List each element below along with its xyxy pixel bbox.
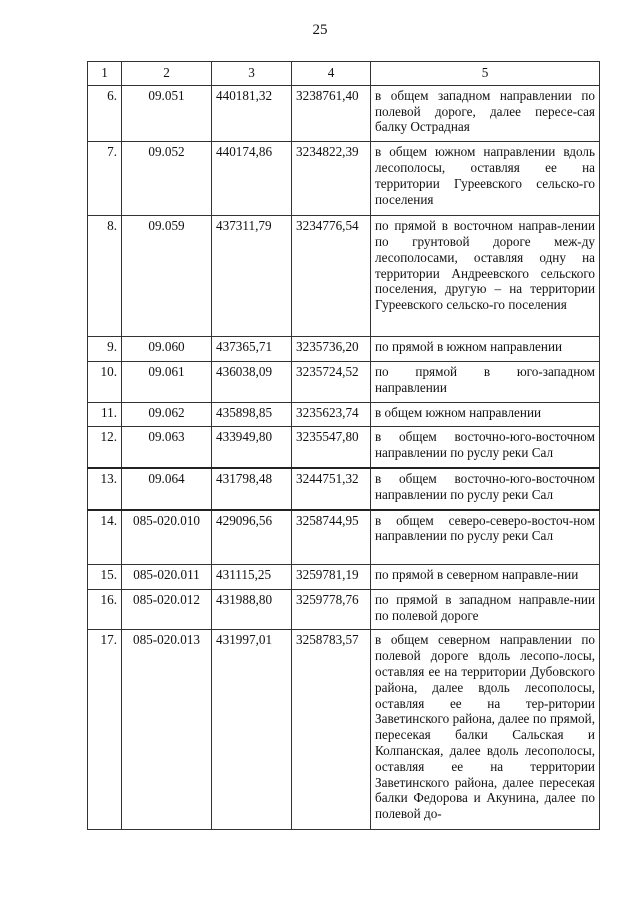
coord-y: 3234776,54 xyxy=(292,216,371,337)
row-number: 12. xyxy=(88,427,122,468)
page-number: 25 xyxy=(312,22,328,38)
coord-y: 3235623,74 xyxy=(292,402,371,427)
row-number: 8. xyxy=(88,216,122,337)
header-col-1: 1 xyxy=(88,62,122,86)
point-id: 09.062 xyxy=(122,402,212,427)
row-number: 13. xyxy=(88,468,122,510)
point-id: 085-020.010 xyxy=(122,510,212,565)
coord-y: 3235724,52 xyxy=(292,361,371,402)
row-number: 16. xyxy=(88,589,122,630)
coord-y: 3259778,76 xyxy=(292,589,371,630)
coord-x: 440174,86 xyxy=(212,142,292,216)
coord-x: 440181,32 xyxy=(212,85,292,141)
row-number: 17. xyxy=(88,630,122,830)
table-row xyxy=(88,510,600,565)
point-id: 085-020.011 xyxy=(122,565,212,590)
coord-x: 431988,80 xyxy=(212,589,292,630)
table-row xyxy=(88,85,600,141)
row-number: 15. xyxy=(88,565,122,590)
header-col-5: 5 xyxy=(371,62,600,86)
boundary-description: в общем южном направлении xyxy=(371,402,600,427)
table-row xyxy=(88,337,600,362)
coord-y: 3238761,40 xyxy=(292,85,371,141)
table-row xyxy=(88,361,600,402)
coord-x: 437311,79 xyxy=(212,216,292,337)
coord-x: 435898,85 xyxy=(212,402,292,427)
coord-x: 436038,09 xyxy=(212,361,292,402)
row-number: 14. xyxy=(88,510,122,565)
header-col-3: 3 xyxy=(212,62,292,86)
coord-x: 431115,25 xyxy=(212,565,292,590)
header-col-4: 4 xyxy=(292,62,371,86)
point-id: 09.052 xyxy=(122,142,212,216)
boundary-description: в общем южном направлении вдоль лесополосы, оставляя ее на территории Гуреевского сельско-го поселения xyxy=(371,142,600,216)
table-row xyxy=(88,589,600,630)
coord-y: 3234822,39 xyxy=(292,142,371,216)
coord-y: 3258744,95 xyxy=(292,510,371,565)
table-row xyxy=(88,402,600,427)
boundary-description: по прямой в северном направле-нии xyxy=(371,565,600,590)
row-number: 9. xyxy=(88,337,122,362)
table-row xyxy=(88,565,600,590)
boundary-description: в общем северо-северо-восточ-ном направлении по руслу реки Сал xyxy=(371,510,600,565)
point-id: 085-020.012 xyxy=(122,589,212,630)
coord-y: 3235547,80 xyxy=(292,427,371,468)
boundary-description: в общем западном направлении по полевой дороге, далее пересе-сая балку Остраднaя xyxy=(371,85,600,141)
boundary-description: по прямой в юго-западном направлении xyxy=(371,361,600,402)
coord-x: 433949,80 xyxy=(212,427,292,468)
point-id: 09.061 xyxy=(122,361,212,402)
point-id: 09.064 xyxy=(122,468,212,510)
coord-y: 3235736,20 xyxy=(292,337,371,362)
boundary-description: по прямой в восточном направ-лении по грунтовой дороге меж-ду лесополосами, оставляя одну на территории Андреевского сельского поселения, другую – на территории Гуреевского сельско-го поселения xyxy=(371,216,600,337)
boundary-table xyxy=(87,61,600,830)
row-number: 11. xyxy=(88,402,122,427)
point-id: 085-020.013 xyxy=(122,630,212,830)
table-body xyxy=(88,85,600,830)
point-id: 09.051 xyxy=(122,85,212,141)
table-row xyxy=(88,216,600,337)
boundary-description: по прямой в западном направле-нии по полевой дороге xyxy=(371,589,600,630)
table-row xyxy=(88,142,600,216)
table-row xyxy=(88,427,600,468)
header-col-2: 2 xyxy=(122,62,212,86)
boundary-description: в общем восточно-юго-восточном направлении по руслу реки Сал xyxy=(371,427,600,468)
coord-y: 3258783,57 xyxy=(292,630,371,830)
table-row xyxy=(88,630,600,830)
point-id: 09.059 xyxy=(122,216,212,337)
coord-x: 431997,01 xyxy=(212,630,292,830)
coord-x: 429096,56 xyxy=(212,510,292,565)
boundary-description: в общем восточно-юго-восточном направлении по руслу реки Сал xyxy=(371,468,600,510)
coord-x: 431798,48 xyxy=(212,468,292,510)
table-header-row xyxy=(88,62,600,86)
coord-x: 437365,71 xyxy=(212,337,292,362)
coord-y: 3244751,32 xyxy=(292,468,371,510)
boundary-description: в общем северном направлении по полевой дороге вдоль лесопо-лосы, оставляя ее на территории Дубовского района, далее вдоль лесополосы, оставляя ее на тер-ритории Заветинского района, далее по прямой, пересекая балки Сальская и Колпанская, далее вдоль лесополосы, оставляя ее на территории Заветинского района, далее пересекая балки Федорова и Акунина, далее по полевой до- xyxy=(371,630,600,830)
row-number: 7. xyxy=(88,142,122,216)
point-id: 09.060 xyxy=(122,337,212,362)
row-number: 6. xyxy=(88,85,122,141)
boundary-description: по прямой в южном направлении xyxy=(371,337,600,362)
point-id: 09.063 xyxy=(122,427,212,468)
row-number: 10. xyxy=(88,361,122,402)
table-row xyxy=(88,468,600,510)
coord-y: 3259781,19 xyxy=(292,565,371,590)
